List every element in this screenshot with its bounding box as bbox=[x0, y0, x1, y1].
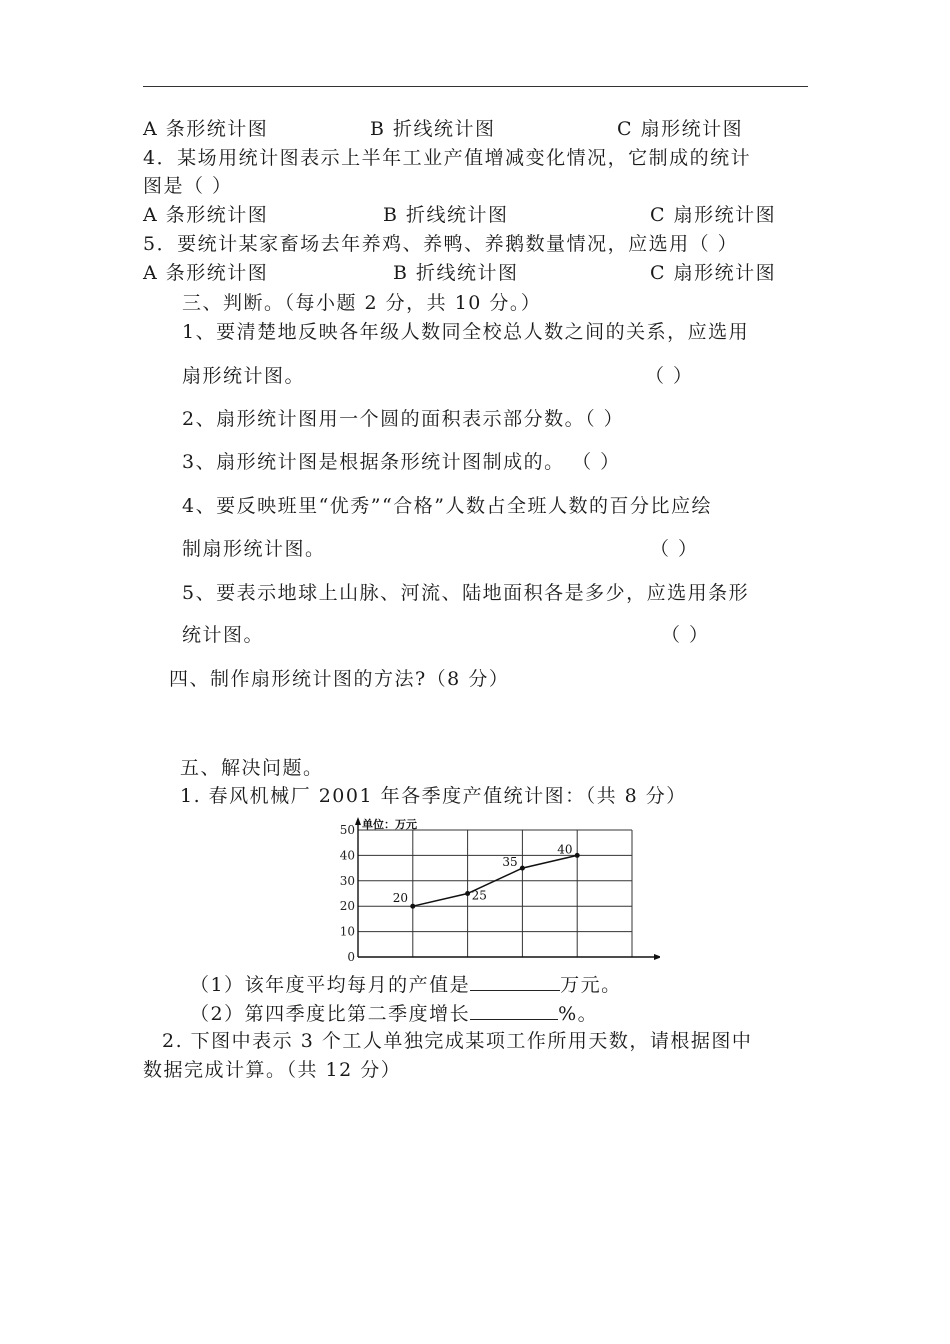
section5-heading: 五、解决问题。 bbox=[180, 757, 324, 779]
q3-option-c: C 扇形统计图 bbox=[617, 118, 744, 140]
judge-item-2: 2、扇形统计图用一个圆的面积表示部分数。（ ） bbox=[182, 408, 625, 430]
data-label: 20 bbox=[392, 891, 409, 906]
sub1-text: （1）该年度平均每月的产值是 bbox=[190, 974, 471, 996]
data-point bbox=[520, 866, 525, 871]
data-point bbox=[575, 853, 580, 858]
judge-item-1-line1: 1、要清楚地反映各年级人数同全校总人数之间的关系，应选用 bbox=[182, 321, 750, 343]
judge-item-1-line2: 扇形统计图。 bbox=[182, 365, 306, 387]
sub2-unit: %。 bbox=[558, 1003, 599, 1025]
y-tick-label: 20 bbox=[339, 899, 355, 914]
sub-question-1 bbox=[190, 972, 622, 997]
judge-item-5-line1: 5、要表示地球上山脉、河流、陆地面积各是多少，应选用条形 bbox=[182, 582, 750, 604]
judge-item-4-paren[interactable]: （ ） bbox=[650, 538, 699, 560]
sub1-answer-blank[interactable] bbox=[470, 972, 560, 991]
y-tick-label: 30 bbox=[339, 873, 355, 888]
q5-line1: 5．要统计某家畜场去年养鸡、养鸭、养鹅数量情况，应选用（ ） bbox=[143, 233, 739, 255]
q4-line1: 4．某场用统计图表示上半年工业产值增减变化情况，它制成的统计 bbox=[143, 147, 752, 169]
problem1-title: 1. 春风机械厂 2001 年各季度产值统计图：（共 8 分） bbox=[180, 785, 687, 807]
sub1-unit: 万元。 bbox=[560, 974, 622, 996]
judge-item-1-paren[interactable]: （ ） bbox=[645, 365, 694, 387]
q5-option-b: B 折线统计图 bbox=[393, 262, 519, 284]
chart-unit-label: 单位：万元 bbox=[362, 818, 417, 831]
judge-item-3: 3、扇形统计图是根据条形统计图制成的。 （ ） bbox=[182, 451, 621, 473]
section4-heading: 四、制作扇形统计图的方法?（8 分） bbox=[169, 668, 510, 690]
top-rule bbox=[143, 86, 808, 87]
q4-option-a: A 条形统计图 bbox=[143, 204, 269, 226]
judge-item-5-line2: 统计图。 bbox=[182, 624, 265, 646]
y-tick-label: 10 bbox=[339, 924, 355, 939]
problem2-line2: 数据完成计算。（共 12 分） bbox=[143, 1059, 402, 1081]
judge-item-5-paren[interactable]: （ ） bbox=[661, 624, 710, 646]
x-axis-arrow bbox=[654, 954, 660, 960]
line-chart bbox=[330, 815, 660, 965]
y-tick-label: 50 bbox=[339, 823, 355, 837]
data-point bbox=[465, 891, 470, 896]
q4-line2: 图是（ ） bbox=[143, 175, 233, 197]
q4-option-b: B 折线统计图 bbox=[383, 204, 509, 226]
q3-option-b: B 折线统计图 bbox=[370, 118, 496, 140]
judge-item-4-line1: 4、要反映班里“优秀”“合格”人数占全班人数的百分比应绘 bbox=[182, 495, 712, 517]
data-label: 35 bbox=[502, 855, 518, 870]
sub2-text: （2）第四季度比第二季度增长 bbox=[190, 1003, 471, 1025]
q4-option-c: C 扇形统计图 bbox=[650, 204, 777, 226]
data-point bbox=[410, 904, 415, 909]
y-tick-label: 40 bbox=[339, 848, 355, 863]
sub-question-2 bbox=[190, 1001, 598, 1026]
judge-item-4-line2: 制扇形统计图。 bbox=[182, 538, 326, 560]
q5-option-a: A 条形统计图 bbox=[143, 262, 269, 284]
q3-option-a: A 条形统计图 bbox=[143, 118, 269, 140]
y-tick-label: 0 bbox=[347, 950, 355, 964]
sub2-answer-blank[interactable] bbox=[470, 1001, 558, 1020]
section3-heading: 三、判断。（每小题 2 分，共 10 分。） bbox=[182, 292, 542, 314]
data-label: 40 bbox=[557, 842, 573, 857]
problem2-line1: 2. 下图中表示 3 个工人单独完成某项工作所用天数，请根据图中 bbox=[162, 1030, 753, 1052]
data-label: 25 bbox=[471, 888, 487, 903]
q5-option-c: C 扇形统计图 bbox=[650, 262, 777, 284]
y-axis-arrow bbox=[355, 817, 361, 825]
